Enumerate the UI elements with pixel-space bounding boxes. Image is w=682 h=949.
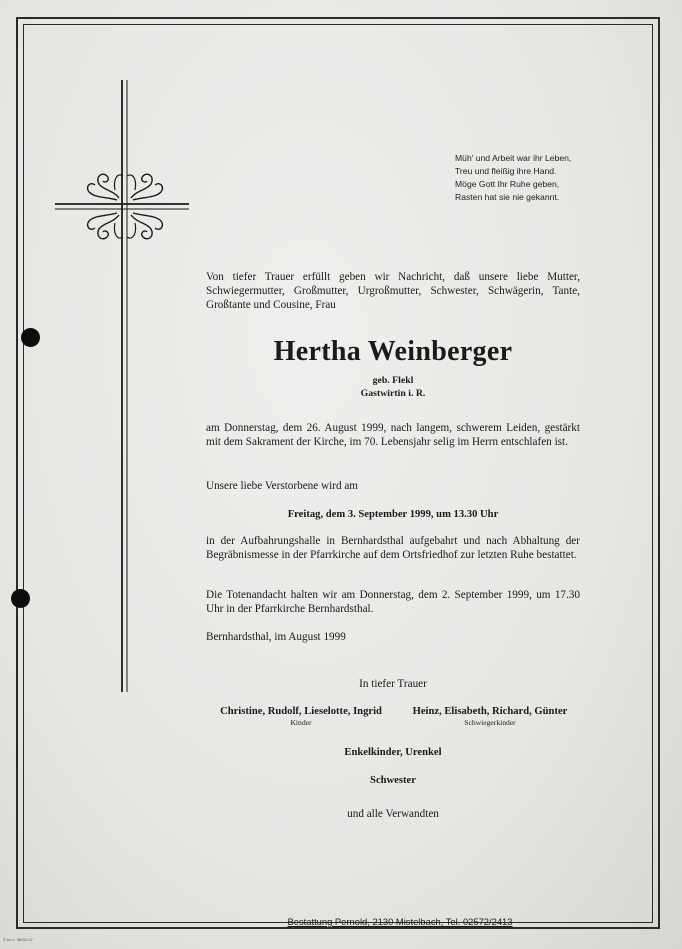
mourning-heading: In tiefer Trauer — [359, 678, 427, 690]
grandchildren: Enkelkinder, Urenkel — [344, 747, 442, 758]
motto-line: Möge Gott Ihr Ruhe geben, — [455, 179, 560, 189]
in-laws-label: Schwiegerkinder — [464, 718, 516, 727]
funeral-paragraph: in der Aufbahrungshalle in Bernhardsthal aufgebahrt und nach Abhaltung der Begräbnismesse in der Pfarrkirche auf dem Ortsfriedhof zur letzten Ruhe bestattet. — [206, 535, 580, 561]
death-paragraph: am Donnerstag, dem 26. August 1999, nach langem, schwerem Leiden, gestärkt mit dem Sakrament der Kirche, im 70. Lebensjahr selig im Herrn entschlafen ist. — [206, 422, 580, 448]
in-laws-group — [399, 706, 581, 727]
punch-hole-bottom — [11, 589, 30, 608]
motto-line: Müh' und Arbeit war ihr Leben, — [455, 153, 572, 163]
occupation: Gastwirtin i. R. — [360, 388, 426, 399]
children-group — [211, 706, 391, 727]
sister: Schwester — [370, 775, 416, 786]
deceased-name: Hertha Weinberger — [273, 336, 513, 367]
children-names: Christine, Rudolf, Lieselotte, Ingrid — [220, 706, 382, 717]
children-label: Kinder — [290, 718, 312, 727]
funeral-date: Freitag, dem 3. September 1999, um 13.30 Uhr — [287, 509, 499, 520]
birth-name: geb. Flekl — [372, 375, 414, 386]
motto-verse — [455, 152, 645, 204]
motto-line: Treu und fleißig ihre Hand. — [455, 166, 557, 176]
print-mark: © bo L. 88/02-07 — [3, 937, 33, 942]
place-date: Bernhardsthal, im August 1999 — [206, 631, 346, 643]
intro-paragraph: Von tiefer Trauer erfüllt geben wir Nachricht, daß unsere liebe Mutter, Schwiegermutter, Großmutter, Urgroßmutter, Schwester, Schwägerin, Tante, Großtante und Cousine, Frau — [206, 271, 580, 311]
relatives: und alle Verwandten — [347, 808, 439, 820]
vigil-paragraph: Die Totenandacht halten wir am Donnerstag, dem 2. September 1999, um 17.30 Uhr in der Pfarrkirche Bernhardsthal. — [206, 589, 580, 615]
undertaker-footer: Bestattung Pernold, 2130 Mistelbach, Tel. 02572/2413 — [287, 916, 513, 927]
in-laws-names: Heinz, Elisabeth, Richard, Günter — [412, 706, 568, 717]
funeral-intro: Unsere liebe Verstorbene wird am — [206, 480, 359, 492]
cross-icon — [55, 80, 195, 695]
punch-hole-top — [21, 328, 40, 347]
motto-line: Rasten hat sie nie gekannt. — [455, 192, 560, 202]
